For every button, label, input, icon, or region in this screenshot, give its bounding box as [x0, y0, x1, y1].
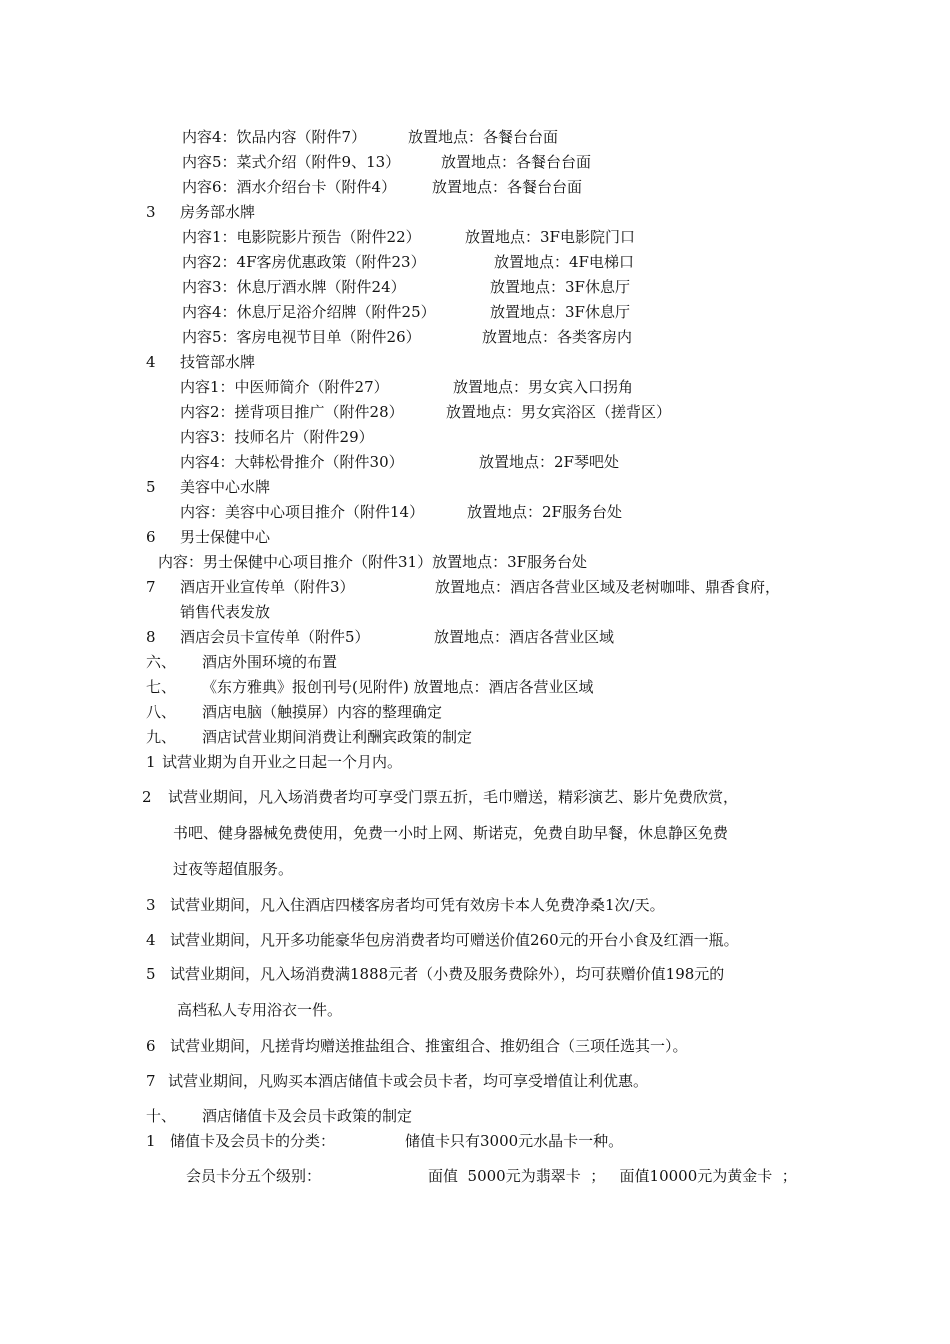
line-text: 酒店会员卡宣传单（附件5） [180, 628, 370, 646]
placement: 放置地点：2F琴吧处 [479, 453, 619, 471]
policy-item-3 [146, 895, 665, 915]
chapter-title: 《东方雅典》报创刊号(见附件) 放置地点：酒店各营业区域 [202, 678, 594, 696]
line-text: 内容4：饮品内容（附件7） [182, 128, 367, 146]
item-number: 5 [146, 478, 156, 496]
chapter-number: 七、 [146, 678, 177, 696]
section-8-membership-flyer [146, 627, 615, 647]
placement: 放置地点：各餐台台面 [408, 128, 559, 146]
line-text: 内容：男士保健中心项目推介（附件31）放置地点：3F服务台处 [158, 553, 588, 571]
placement: 放置地点：2F服务台处 [467, 503, 622, 521]
item-number: 7 [146, 1072, 156, 1090]
line-content4-drinks [182, 127, 559, 147]
chapter-number: 六、 [146, 653, 177, 671]
line-text: 内容5：菜式介绍（附件9、13） [182, 153, 401, 171]
line-text: 技管部水牌 [180, 353, 256, 371]
line-mens-content [158, 552, 587, 572]
line-text: 内容5：客房电视节目单（附件26） [182, 328, 421, 346]
card-item-1 [146, 1131, 624, 1151]
line-content5-tv [182, 327, 633, 347]
chapter-9 [146, 727, 473, 747]
line-text: 内容4：休息厅足浴介绍牌（附件25） [182, 303, 436, 321]
line-content2-rooms [182, 252, 634, 272]
line-text: 高档私人专用浴衣一件。 [177, 1001, 343, 1019]
line-text: 内容2：4F客房优惠政策（附件23） [182, 253, 426, 271]
line-text: 房务部水牌 [180, 203, 256, 221]
line-text: 内容6：酒水介绍台卡（附件4） [182, 178, 397, 196]
policy-item-2-cont [173, 823, 728, 843]
policy-item-4 [146, 930, 739, 950]
policy-item-2-cont [173, 859, 293, 879]
placement: 放置地点：男女宾入口拐角 [453, 378, 634, 396]
section-4-technical [146, 352, 256, 372]
line-sales-reps [180, 602, 270, 622]
line-text: 内容3：技师名片（附件29） [180, 428, 374, 446]
line-text: 试营业期间，凡入住酒店四楼客房者均可凭有效房卡本人免费净桑1次/天。 [170, 896, 665, 914]
item-number: 2 [142, 788, 152, 806]
policy-item-1 [146, 752, 403, 772]
placement: 放置地点：各餐台台面 [432, 178, 583, 196]
item-number: 3 [146, 203, 156, 221]
policy-item-7 [146, 1071, 649, 1091]
stored-value-card-note: 储值卡只有3000元水晶卡一种。 [405, 1132, 624, 1150]
chapter-10 [146, 1106, 413, 1126]
placement: 放置地点：3F休息厅 [490, 278, 630, 296]
line-content6-wine-card [182, 177, 583, 197]
line-text: 储值卡及会员卡的分类： [170, 1132, 336, 1150]
placement: 放置地点：3F电影院门口 [465, 228, 635, 246]
chapter-6 [146, 652, 338, 672]
chapter-7 [146, 677, 594, 697]
chapter-number: 十、 [146, 1107, 177, 1125]
line-text: 内容1：中医师简介（附件27） [180, 378, 389, 396]
line-text: 书吧、健身器械免费使用，免费一小时上网、斯诺克，免费自助早餐，休息静区免费 [173, 824, 729, 842]
line-text: 试营业期为自开业之日起一个月内。 [162, 753, 403, 771]
line-content5-dishes [182, 152, 592, 172]
item-number: 4 [146, 353, 156, 371]
item-number: 5 [146, 965, 156, 983]
line-text: 会员卡分五个级别： [186, 1167, 322, 1185]
placement: 放置地点：酒店各营业区域及老树咖啡、鼎香食府， [435, 578, 781, 596]
section-3-housekeeping [146, 202, 256, 222]
line-content3-cards [180, 427, 374, 447]
section-6-mens-health [146, 527, 271, 547]
line-content4-massage [180, 452, 619, 472]
chapter-8 [146, 702, 443, 722]
item-number: 6 [146, 528, 156, 546]
placement: 放置地点：各餐台台面 [441, 153, 592, 171]
line-text: 内容3：休息厅酒水牌（附件24） [182, 278, 406, 296]
line-content4-footbath [182, 302, 630, 322]
line-text: 酒店开业宣传单（附件3） [180, 578, 355, 596]
item-number: 4 [146, 931, 156, 949]
placement: 放置地点：各类客房内 [482, 328, 633, 346]
item-number: 3 [146, 896, 156, 914]
line-text: 美容中心水牌 [180, 478, 271, 496]
chapter-number: 八、 [146, 703, 177, 721]
item-number: 8 [146, 628, 156, 646]
line-text: 内容1：电影院影片预告（附件22） [182, 228, 421, 246]
placement: 放置地点：4F电梯口 [494, 253, 634, 271]
line-text: 试营业期间，凡入场消费满1888元者（小费及服务费除外），均可获赠价值198元的 [170, 965, 725, 983]
chapter-title: 酒店储值卡及会员卡政策的制定 [202, 1107, 413, 1125]
line-content3-lounge-drinks [182, 277, 630, 297]
member-card-levels [186, 1166, 797, 1186]
chapter-title: 酒店外围环境的布置 [202, 653, 338, 671]
line-content1-doctor [180, 377, 634, 397]
policy-item-2 [142, 787, 739, 807]
placement: 放置地点：酒店各营业区域 [434, 628, 615, 646]
line-text: 男士保健中心 [180, 528, 271, 546]
placement: 放置地点：3F休息厅 [490, 303, 630, 321]
line-text: 试营业期间，凡购买本酒店储值卡或会员卡者，均可享受增值让利优惠。 [168, 1072, 649, 1090]
item-number: 1 [146, 1132, 156, 1150]
section-5-beauty [146, 477, 271, 497]
item-number: 1 [146, 753, 156, 771]
card-level-values: 面值 5000元为翡翠卡 ； 面值10000元为黄金卡 ； [428, 1167, 797, 1185]
line-text: 内容4：大韩松骨推介（附件30） [180, 453, 404, 471]
line-text: 销售代表发放 [180, 603, 271, 621]
line-text: 过夜等超值服务。 [173, 860, 294, 878]
item-number: 7 [146, 578, 156, 596]
line-text: 内容2：搓背项目推广（附件28） [180, 403, 404, 421]
line-text: 试营业期间，凡入场消费者均可享受门票五折，毛巾赠送，精彩演艺、影片免费欣赏， [168, 788, 739, 806]
placement: 放置地点：男女宾浴区（搓背区） [446, 403, 672, 421]
line-content1-cinema [182, 227, 635, 247]
policy-item-5 [146, 964, 725, 984]
item-number: 6 [146, 1037, 156, 1055]
chapter-title: 酒店电脑（触摸屏）内容的整理确定 [202, 703, 443, 721]
line-text: 内容：美容中心项目推介（附件14） [180, 503, 425, 521]
policy-item-5-cont [177, 1000, 342, 1020]
line-beauty-content [180, 502, 622, 522]
line-text: 试营业期间，凡开多功能豪华包房消费者均可赠送价值260元的开台小食及红酒一瓶。 [170, 931, 739, 949]
line-text: 试营业期间，凡搓背均赠送推盐组合、推蜜组合、推奶组合（三项任选其一）。 [170, 1037, 688, 1055]
policy-item-6 [146, 1036, 688, 1056]
chapter-number: 九、 [146, 728, 177, 746]
line-content2-scrub [180, 402, 672, 422]
chapter-title: 酒店试营业期间消费让利酬宾政策的制定 [202, 728, 473, 746]
section-7-flyer [146, 577, 781, 597]
